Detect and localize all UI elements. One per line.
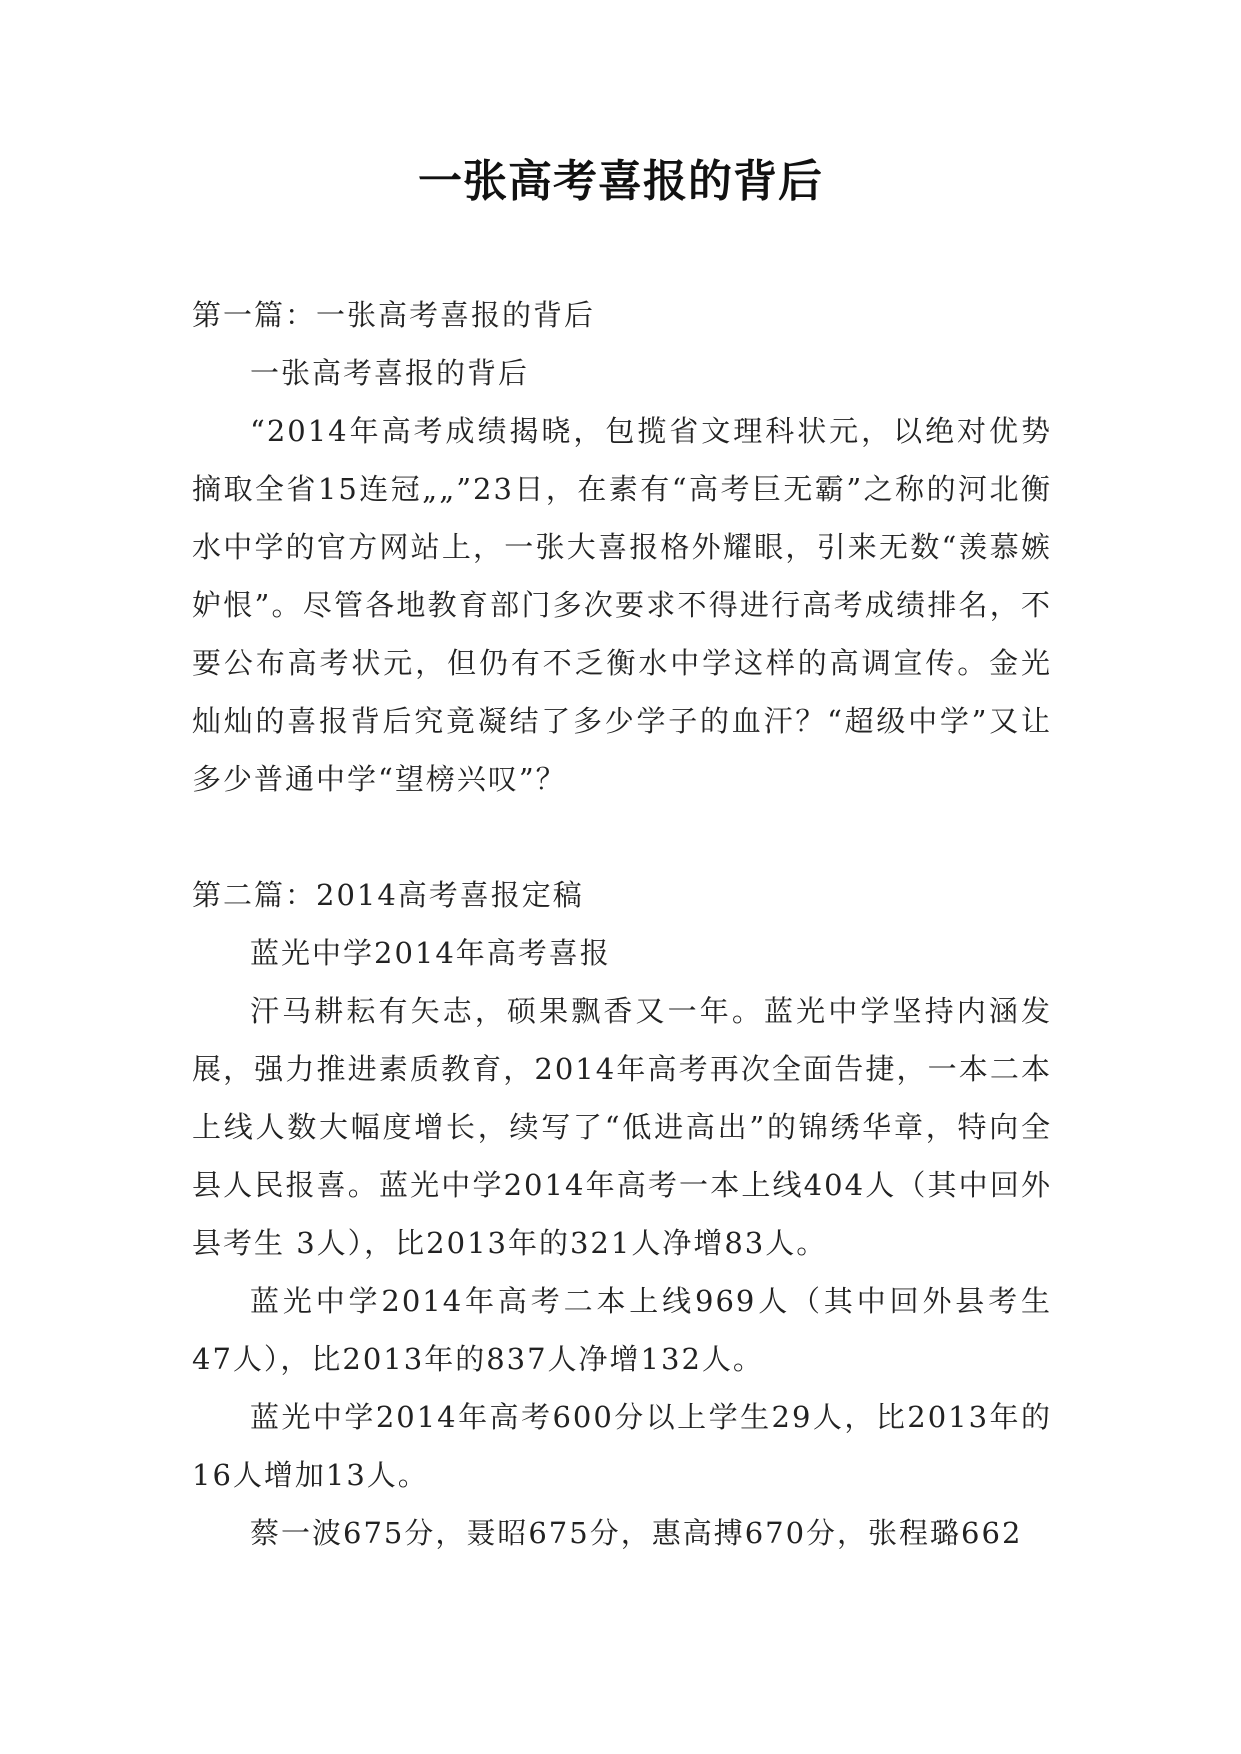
section-1-paragraph: “2014年高考成绩揭晓，包揽省文理科状元，以绝对优势摘取全省15连冠„„”23日，在素有“高考巨无霸”之称的河北衡水中学的官方网站上，一张大喜报格外耀眼，引来无数“羡慕嫉妒恨”。尽管各地教育部门多次要求不得进行高考成绩排名，不要公布高考状元，但仍有不乏衡水中学这样的高调宣传。金光灿灿的喜报背后究竟凝结了多少学子的血汗？“超级中学”又让多少普通中学“望榜兴叹”？ xyxy=(192,414,1052,796)
section-1-subtitle: 一张高考喜报的背后 xyxy=(250,356,530,390)
section-2-paragraph: 蓝光中学2014年高考600分以上学生29人，比2013年的16人增加13人。 xyxy=(192,1400,1052,1492)
section-2-heading: 第二篇：2014高考喜报定稿 xyxy=(192,878,584,912)
section-2-paragraph: 蔡一波675分，聂昭675分，惠高搏670分，张程璐662 xyxy=(250,1516,1023,1550)
document-body xyxy=(192,286,1052,1562)
section-2-subtitle: 蓝光中学2014年高考喜报 xyxy=(250,936,611,970)
section-divider xyxy=(192,808,1052,866)
section-1-heading: 第一篇：一张高考喜报的背后 xyxy=(192,298,596,332)
document-title: 一张高考喜报的背后 xyxy=(418,156,823,207)
section-2-paragraph: 汗马耕耘有矢志，硕果飘香又一年。蓝光中学坚持内涵发展，强力推进素质教育，2014年高考再次全面告捷，一本二本上线人数大幅度增长，续写了“低进高出”的锦绣华章，特向全县人民报喜。蓝光中学2014年高考一本上线404人（其中回外县考生 3人），比2013年的321人净增83人。 xyxy=(192,994,1052,1260)
section-2-paragraph: 蓝光中学2014年高考二本上线969人（其中回外县考生47人），比2013年的837人净增132人。 xyxy=(192,1284,1052,1376)
